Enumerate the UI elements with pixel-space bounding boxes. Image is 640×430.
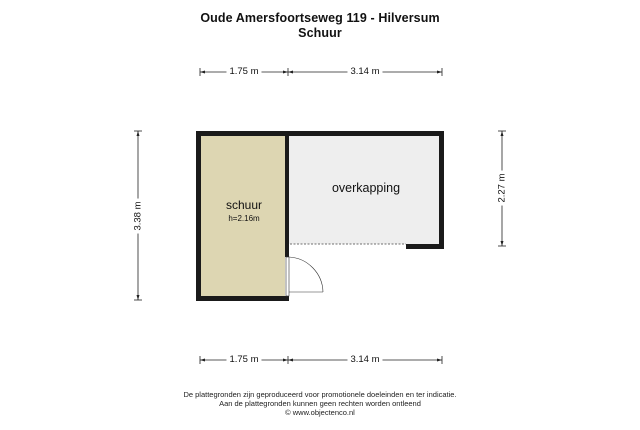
floorplan-address-title: Oude Amersfoortseweg 119 - Hilversum	[200, 11, 440, 25]
dimension-left-height: 3.38 m	[133, 198, 144, 233]
dimension-top-right: 3.14 m	[347, 66, 382, 77]
room-height-schuur: h=2.16m	[228, 214, 260, 223]
dimension-right-height: 2.27 m	[497, 170, 508, 205]
interior-wall	[285, 136, 289, 256]
room-label-overkapping: overkapping	[331, 181, 401, 195]
footer-copyright: © www.objectenco.nl	[285, 408, 355, 417]
dimension-bottom-left: 1.75 m	[226, 354, 261, 365]
footer-disclaimer-line1: De plattegronden zijn geproduceerd voor promotionele doeleinden en ter indicatie.	[183, 390, 457, 399]
door-swing	[286, 257, 323, 296]
footer-disclaimer-line2: Aan de plattegronden kunnen geen rechten worden ontleend	[219, 399, 421, 408]
dimension-bottom-right: 3.14 m	[347, 354, 382, 365]
dimension-top-left: 1.75 m	[226, 66, 261, 77]
floorplan-subtitle: Schuur	[298, 26, 342, 40]
room-label-schuur: schuur	[225, 198, 263, 212]
door-jamb-top	[285, 254, 289, 257]
